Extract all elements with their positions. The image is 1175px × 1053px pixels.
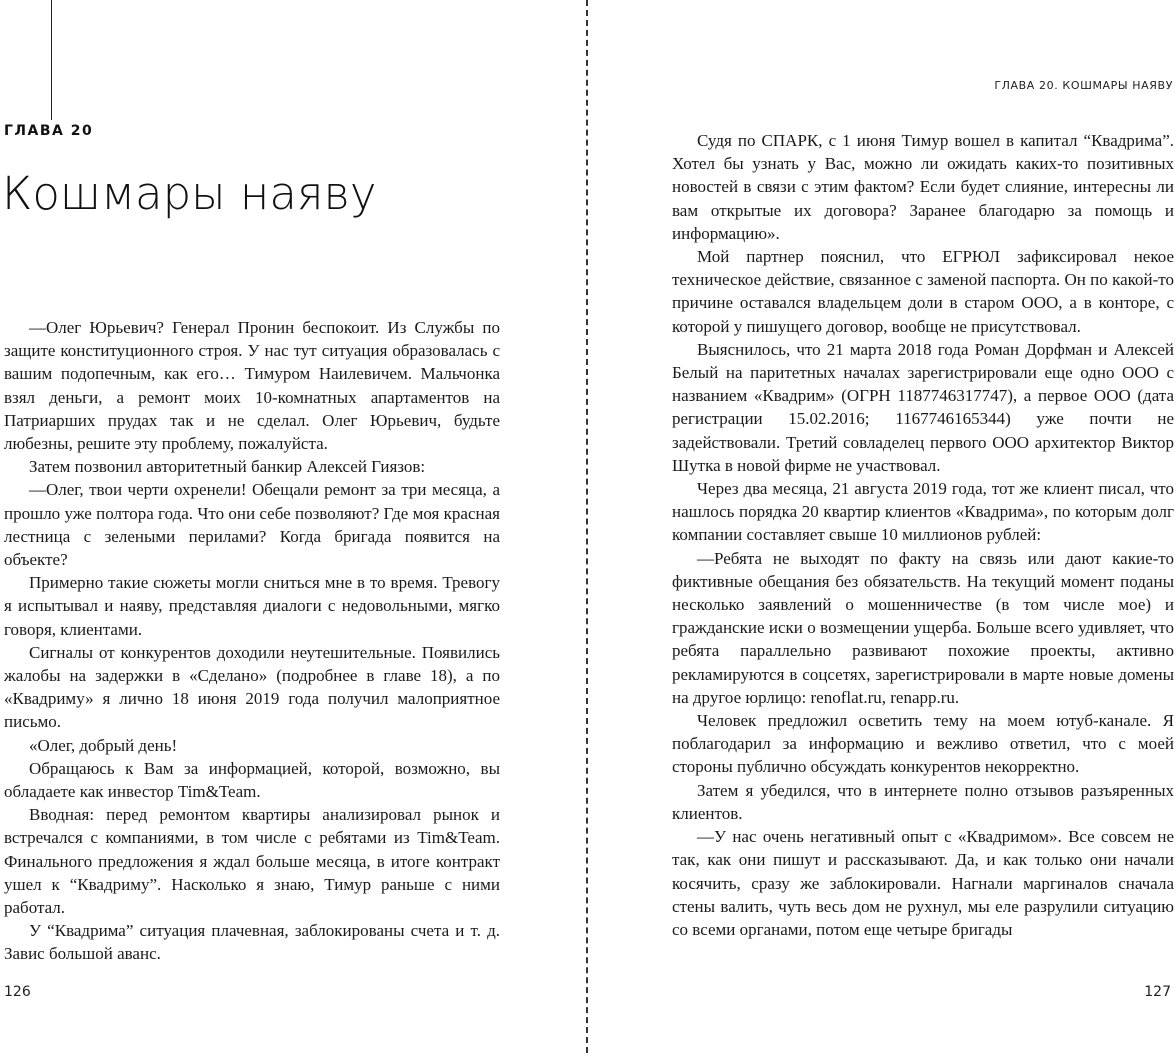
paragraph: Выяснилось, что 21 марта 2018 года Роман Дорфман и Алексей Белый на паритетных началах зарегистрировали еще одно ООО с названием «Квадрим» (ОГРН 1187746317747), а первое ООО (дата регистрации 15.02.2016; 1167746165344) уже почти не задействовали. Третий совладелец первого ООО архитектор Виктор Шутка в новой фирме не участвовал. xyxy=(672,339,1174,475)
left-body-text xyxy=(4,316,500,966)
paragraph: Обращаюсь к Вам за информацией, которой, возможно, вы обладаете как инвестор Tim&Team. xyxy=(4,758,500,802)
right-page xyxy=(588,0,1175,1053)
paragraph: Затем позвонил авторитетный банкир Алексей Гиязов: xyxy=(29,457,426,477)
chapter-label: ГЛАВА 20 xyxy=(4,123,94,139)
paragraph: Судя по СПАРК, с 1 июня Тимур вошел в капитал “Квадрима”. Хотел бы узнать у Вас, можно ли ожидать каких-то позитивных новостей в связи с этим фактом? Если будет слияние, интересны ли вам открытые их договора? Заранее благодарю за помощь и информацию». xyxy=(672,131,1174,243)
paragraph: Человек предложил осветить тему на моем ютуб-канале. Я поблагодарил за информацию и вежливо ответил, что с моей стороны публично обсуждать конкурентов некорректно. xyxy=(672,711,1174,777)
paragraph: Через два месяца, 21 августа 2019 года, тот же клиент писал, что нашлось порядка 20 квартир клиентов «Квадрима», по которым долг компании составляет свыше 10 миллионов рублей: xyxy=(672,479,1174,545)
paragraph: —У нас очень негативный опыт с «Квадримом». Все совсем не так, как они пишут и рассказывают. Да, и как только они начали косячить, сразу же заблокировали. Нагнали маргиналов сначала стены валить, чуть весь дом не рухнул, мы еле разрулили ситуацию со всеми органами, потом еще четыре бригады xyxy=(672,827,1174,939)
paragraph: «Олег, добрый день! xyxy=(29,735,178,755)
paragraph: Сигналы от конкурентов доходили неутешительные. Появились жалобы на задержки в «Сделано» (подробнее в главе 18), а по «Квадриму» я лично 18 июня 2019 года получил малоприятное письмо. xyxy=(4,642,500,732)
chapter-rule xyxy=(51,0,52,120)
paragraph: —Олег Юрьевич? Генерал Пронин беспокоит. Из Службы по защите конституционного строя. У нас тут ситуация образовалась с вашим подопечным, как его… Тимуром Наилевичем. Мальчонка взял деньги, а ремонт моих 10-комнатных апартаментов на Патриарших прудах так и не сделал. Олег Юрьевич, будьте любезны, решите эту проблему, пожалуйста. xyxy=(4,318,500,454)
page-number: 126 xyxy=(4,984,31,1000)
chapter-title: Кошмары наяву xyxy=(2,167,377,220)
paragraph: Затем я убедился, что в интернете полно отзывов разъяренных клиентов. xyxy=(672,780,1174,823)
page-number: 127 xyxy=(1144,984,1171,1000)
running-head: ГЛАВА 20. КОШМАРЫ НАЯВУ xyxy=(994,79,1173,92)
right-body-text xyxy=(672,129,1174,941)
paragraph: —Олег, твои черти охренели! Обещали ремонт за три месяца, а прошло уже полтора года. Что они себе позволяют? Где моя красная лестница с зелеными перилами? Когда бригада появится на объекте? xyxy=(4,480,500,570)
paragraph: —Ребята не выходят по факту на связь или дают какие-то фиктивные обещания без обязательств. На текущий момент поданы несколько заявлений о мошенничестве (в том числе мое) и гражданские иски о возмещении ущерба. Больше всего удивляет, что ребята параллельно развивают похожие проекты, активно рекламируются в соцсетях, зарегистрировали в марте новые домены на другое юрлицо: renoflat.ru, renapp.ru. xyxy=(672,548,1174,707)
paragraph: У “Квадрима” ситуация плачевная, заблокированы счета и т. д. Завис большой аванс. xyxy=(4,921,500,964)
left-page xyxy=(0,0,587,1053)
paragraph: Примерно такие сюжеты могли сниться мне в то время. Тревогу я испытывал и наяву, представляя диалоги с недовольными, мягко говоря, клиентами. xyxy=(4,573,500,639)
paragraph: Мой партнер пояснил, что ЕГРЮЛ зафиксировал некое техническое действие, связанное с заменой паспорта. Он по какой-то причине оставался владельцем доли в старом ООО, а в конторе, с которой у пишущего договор, вообще не присутствовал. xyxy=(672,247,1174,336)
paragraph: Вводная: перед ремонтом квартиры анализировал рынок и встречался с компаниями, в том числе с ребятами из Tim&Team. Финального предложения я ждал больше месяца, в итоге контракт ушел к “Квадриму”. Насколько я знаю, Тимур раньше с ними работал. xyxy=(4,805,500,918)
